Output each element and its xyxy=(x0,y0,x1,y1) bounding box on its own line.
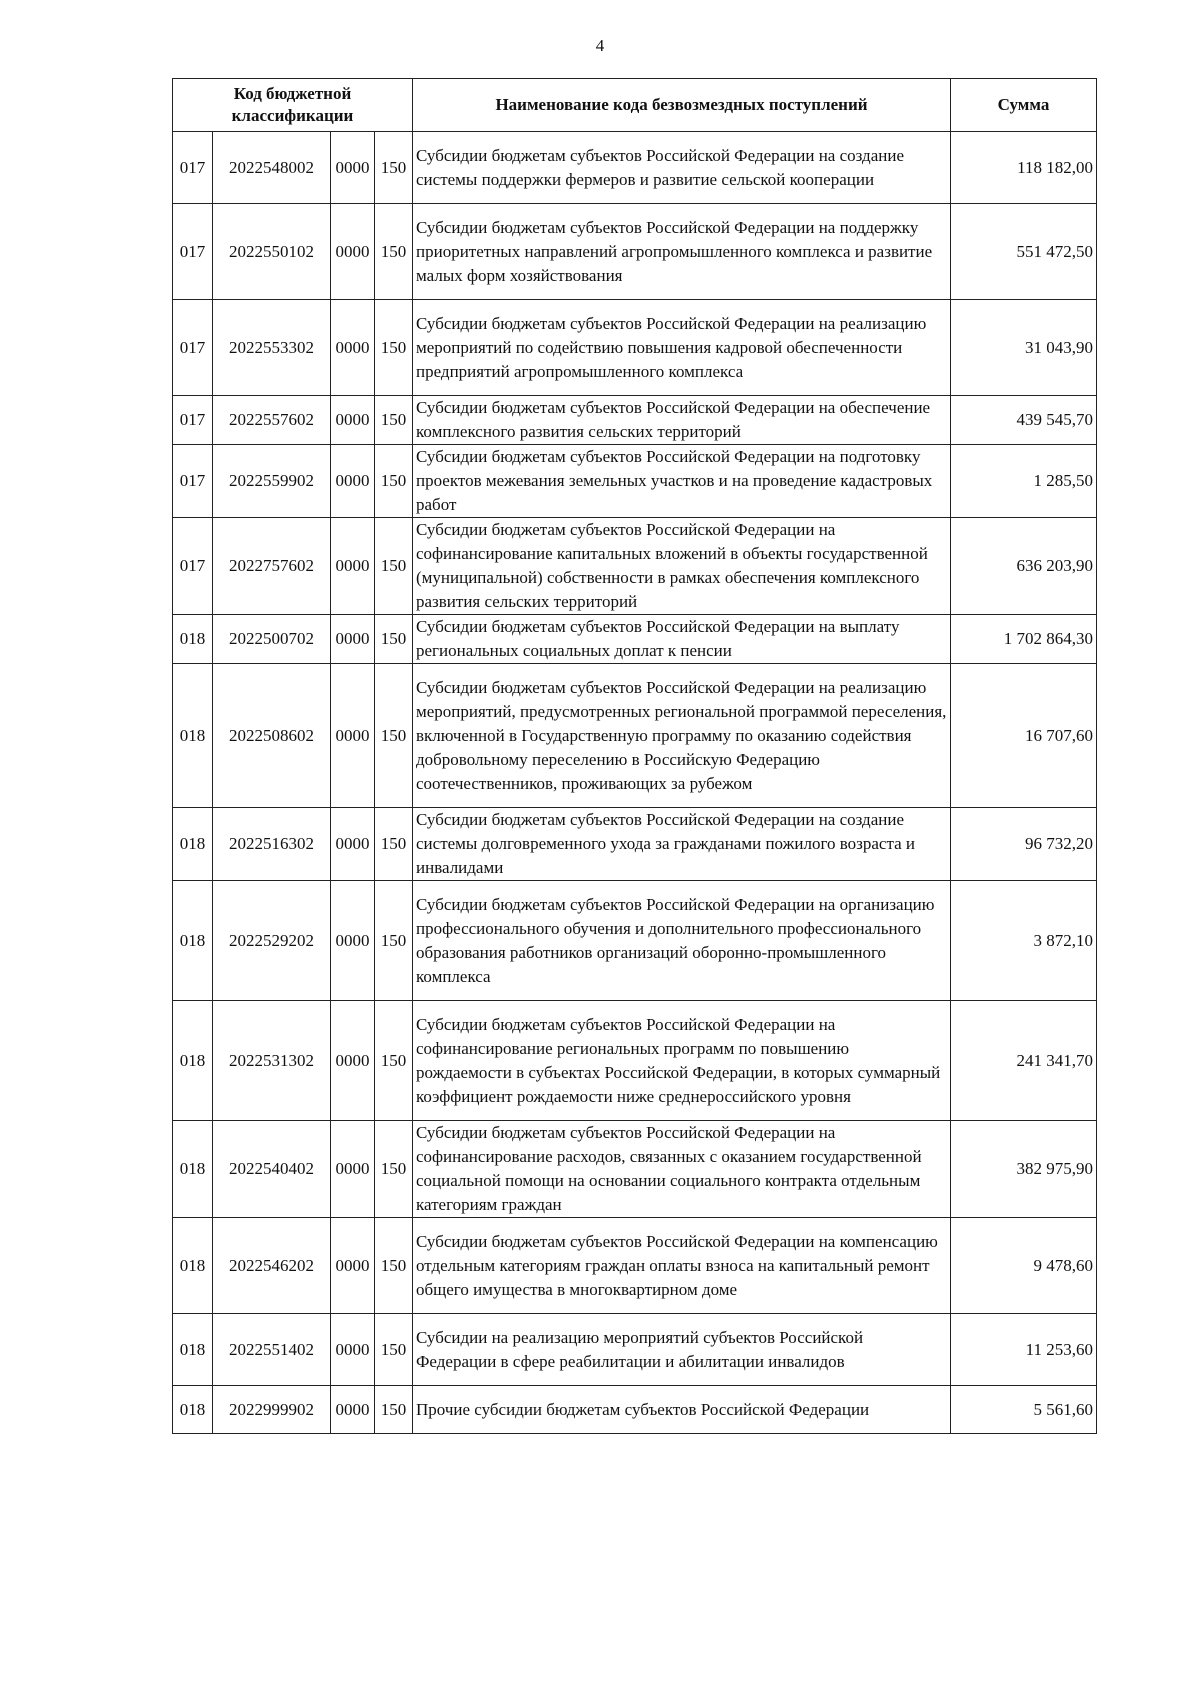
income-name-cell: Субсидии бюджетам субъектов Российской Федерации на софинансирование капитальных вложений в объекты государственной (муниципальной) собственности в рамках обеспечения комплексного развития сельских территорий xyxy=(413,518,951,615)
subtype-code-cell: 0000 xyxy=(331,1001,375,1121)
sum-cell: 5 561,60 xyxy=(951,1386,1097,1434)
admin-code-cell: 017 xyxy=(173,132,213,204)
sum-cell: 241 341,70 xyxy=(951,1001,1097,1121)
header-name: Наименование кода безвозмездных поступлений xyxy=(413,79,951,132)
type-code-cell: 150 xyxy=(375,1386,413,1434)
budget-table xyxy=(172,78,1097,1434)
table-row xyxy=(173,1218,1097,1314)
income-name-cell: Субсидии бюджетам субъектов Российской Федерации на создание системы долговременного ухода за гражданами пожилого возраста и инвалидами xyxy=(413,808,951,881)
budget-code-cell: 2022508602 xyxy=(213,664,331,808)
table-row xyxy=(173,132,1097,204)
sum-cell: 1 285,50 xyxy=(951,445,1097,518)
type-code-cell: 150 xyxy=(375,300,413,396)
income-name-cell: Субсидии бюджетам субъектов Российской Федерации на реализацию мероприятий, предусмотренных региональной программой переселения, включенной в Государственную программу по оказанию содействия добровольному переселению в Российскую Федерацию соотечественников, проживающих за рубежом xyxy=(413,664,951,808)
budget-code-cell: 2022529202 xyxy=(213,881,331,1001)
sum-cell: 9 478,60 xyxy=(951,1218,1097,1314)
table-row xyxy=(173,881,1097,1001)
type-code-cell: 150 xyxy=(375,664,413,808)
admin-code-cell: 017 xyxy=(173,518,213,615)
type-code-cell: 150 xyxy=(375,132,413,204)
sum-cell: 118 182,00 xyxy=(951,132,1097,204)
subtype-code-cell: 0000 xyxy=(331,396,375,445)
table-row xyxy=(173,615,1097,664)
type-code-cell: 150 xyxy=(375,1121,413,1218)
type-code-cell: 150 xyxy=(375,396,413,445)
table-header-row xyxy=(173,79,1097,132)
sum-cell: 439 545,70 xyxy=(951,396,1097,445)
header-sum: Сумма xyxy=(951,79,1097,132)
table-row xyxy=(173,1386,1097,1434)
income-name-cell: Субсидии бюджетам субъектов Российской Федерации на организацию профессионального обучения и дополнительного профессионального образования работников организаций оборонно-промышленного комплекса xyxy=(413,881,951,1001)
type-code-cell: 150 xyxy=(375,1001,413,1121)
budget-code-cell: 2022757602 xyxy=(213,518,331,615)
income-name-cell: Субсидии бюджетам субъектов Российской Федерации на софинансирование региональных программ по повышению рождаемости в субъектах Российской Федерации, в которых суммарный коэффициент рождаемости ниже среднероссийского уровня xyxy=(413,1001,951,1121)
income-name-cell: Субсидии бюджетам субъектов Российской Федерации на обеспечение комплексного развития сельских территорий xyxy=(413,396,951,445)
budget-code-cell: 2022531302 xyxy=(213,1001,331,1121)
subtype-code-cell: 0000 xyxy=(331,1218,375,1314)
sum-cell: 3 872,10 xyxy=(951,881,1097,1001)
income-name-cell: Субсидии бюджетам субъектов Российской Федерации на компенсацию отдельным категориям граждан оплаты взноса на капитальный ремонт общего имущества в многоквартирном доме xyxy=(413,1218,951,1314)
budget-code-cell: 2022551402 xyxy=(213,1314,331,1386)
income-name-cell: Субсидии бюджетам субъектов Российской Федерации на реализацию мероприятий по содействию повышения кадровой обеспеченности предприятий агропромышленного комплекса xyxy=(413,300,951,396)
sum-cell: 16 707,60 xyxy=(951,664,1097,808)
subtype-code-cell: 0000 xyxy=(331,1314,375,1386)
budget-code-cell: 2022999902 xyxy=(213,1386,331,1434)
table-body xyxy=(173,132,1097,1434)
admin-code-cell: 018 xyxy=(173,1001,213,1121)
type-code-cell: 150 xyxy=(375,1314,413,1386)
income-name-cell: Субсидии на реализацию мероприятий субъектов Российской Федерации в сфере реабилитации и абилитации инвалидов xyxy=(413,1314,951,1386)
subtype-code-cell: 0000 xyxy=(331,1121,375,1218)
budget-code-cell: 2022546202 xyxy=(213,1218,331,1314)
budget-code-cell: 2022516302 xyxy=(213,808,331,881)
type-code-cell: 150 xyxy=(375,881,413,1001)
subtype-code-cell: 0000 xyxy=(331,664,375,808)
subtype-code-cell: 0000 xyxy=(331,518,375,615)
admin-code-cell: 017 xyxy=(173,396,213,445)
table-row xyxy=(173,664,1097,808)
budget-code-cell: 2022548002 xyxy=(213,132,331,204)
table-row xyxy=(173,204,1097,300)
subtype-code-cell: 0000 xyxy=(331,300,375,396)
table-row xyxy=(173,1121,1097,1218)
income-name-cell: Субсидии бюджетам субъектов Российской Федерации на поддержку приоритетных направлений агропромышленного комплекса и развитие малых форм хозяйствования xyxy=(413,204,951,300)
subtype-code-cell: 0000 xyxy=(331,445,375,518)
subtype-code-cell: 0000 xyxy=(331,808,375,881)
admin-code-cell: 018 xyxy=(173,1386,213,1434)
table-row xyxy=(173,808,1097,881)
admin-code-cell: 018 xyxy=(173,1314,213,1386)
type-code-cell: 150 xyxy=(375,204,413,300)
subtype-code-cell: 0000 xyxy=(331,1386,375,1434)
subtype-code-cell: 0000 xyxy=(331,132,375,204)
budget-code-cell: 2022553302 xyxy=(213,300,331,396)
table-row xyxy=(173,1314,1097,1386)
admin-code-cell: 017 xyxy=(173,204,213,300)
admin-code-cell: 018 xyxy=(173,664,213,808)
income-name-cell: Субсидии бюджетам субъектов Российской Федерации на софинансирование расходов, связанных с оказанием государственной социальной помощи на основании социального контракта отдельным категориям граждан xyxy=(413,1121,951,1218)
table-row xyxy=(173,300,1097,396)
subtype-code-cell: 0000 xyxy=(331,615,375,664)
subtype-code-cell: 0000 xyxy=(331,204,375,300)
sum-cell: 31 043,90 xyxy=(951,300,1097,396)
type-code-cell: 150 xyxy=(375,615,413,664)
header-code-classification: Код бюджетной классификации xyxy=(173,79,413,132)
budget-code-cell: 2022540402 xyxy=(213,1121,331,1218)
budget-code-cell: 2022559902 xyxy=(213,445,331,518)
budget-code-cell: 2022500702 xyxy=(213,615,331,664)
admin-code-cell: 018 xyxy=(173,881,213,1001)
budget-code-cell: 2022550102 xyxy=(213,204,331,300)
sum-cell: 96 732,20 xyxy=(951,808,1097,881)
admin-code-cell: 018 xyxy=(173,1121,213,1218)
table-row xyxy=(173,396,1097,445)
admin-code-cell: 018 xyxy=(173,615,213,664)
table-row xyxy=(173,518,1097,615)
sum-cell: 382 975,90 xyxy=(951,1121,1097,1218)
table-row xyxy=(173,445,1097,518)
type-code-cell: 150 xyxy=(375,445,413,518)
admin-code-cell: 018 xyxy=(173,1218,213,1314)
budget-code-cell: 2022557602 xyxy=(213,396,331,445)
table-row xyxy=(173,1001,1097,1121)
income-name-cell: Субсидии бюджетам субъектов Российской Федерации на подготовку проектов межевания земельных участков и на проведение кадастровых работ xyxy=(413,445,951,518)
type-code-cell: 150 xyxy=(375,518,413,615)
admin-code-cell: 017 xyxy=(173,300,213,396)
income-name-cell: Субсидии бюджетам субъектов Российской Федерации на выплату региональных социальных доплат к пенсии xyxy=(413,615,951,664)
sum-cell: 551 472,50 xyxy=(951,204,1097,300)
income-name-cell: Субсидии бюджетам субъектов Российской Федерации на создание системы поддержки фермеров и развитие сельской кооперации xyxy=(413,132,951,204)
subtype-code-cell: 0000 xyxy=(331,881,375,1001)
sum-cell: 11 253,60 xyxy=(951,1314,1097,1386)
type-code-cell: 150 xyxy=(375,1218,413,1314)
admin-code-cell: 017 xyxy=(173,445,213,518)
income-name-cell: Прочие субсидии бюджетам субъектов Российской Федерации xyxy=(413,1386,951,1434)
sum-cell: 636 203,90 xyxy=(951,518,1097,615)
admin-code-cell: 018 xyxy=(173,808,213,881)
type-code-cell: 150 xyxy=(375,808,413,881)
page-number: 4 xyxy=(595,36,605,55)
sum-cell: 1 702 864,30 xyxy=(951,615,1097,664)
